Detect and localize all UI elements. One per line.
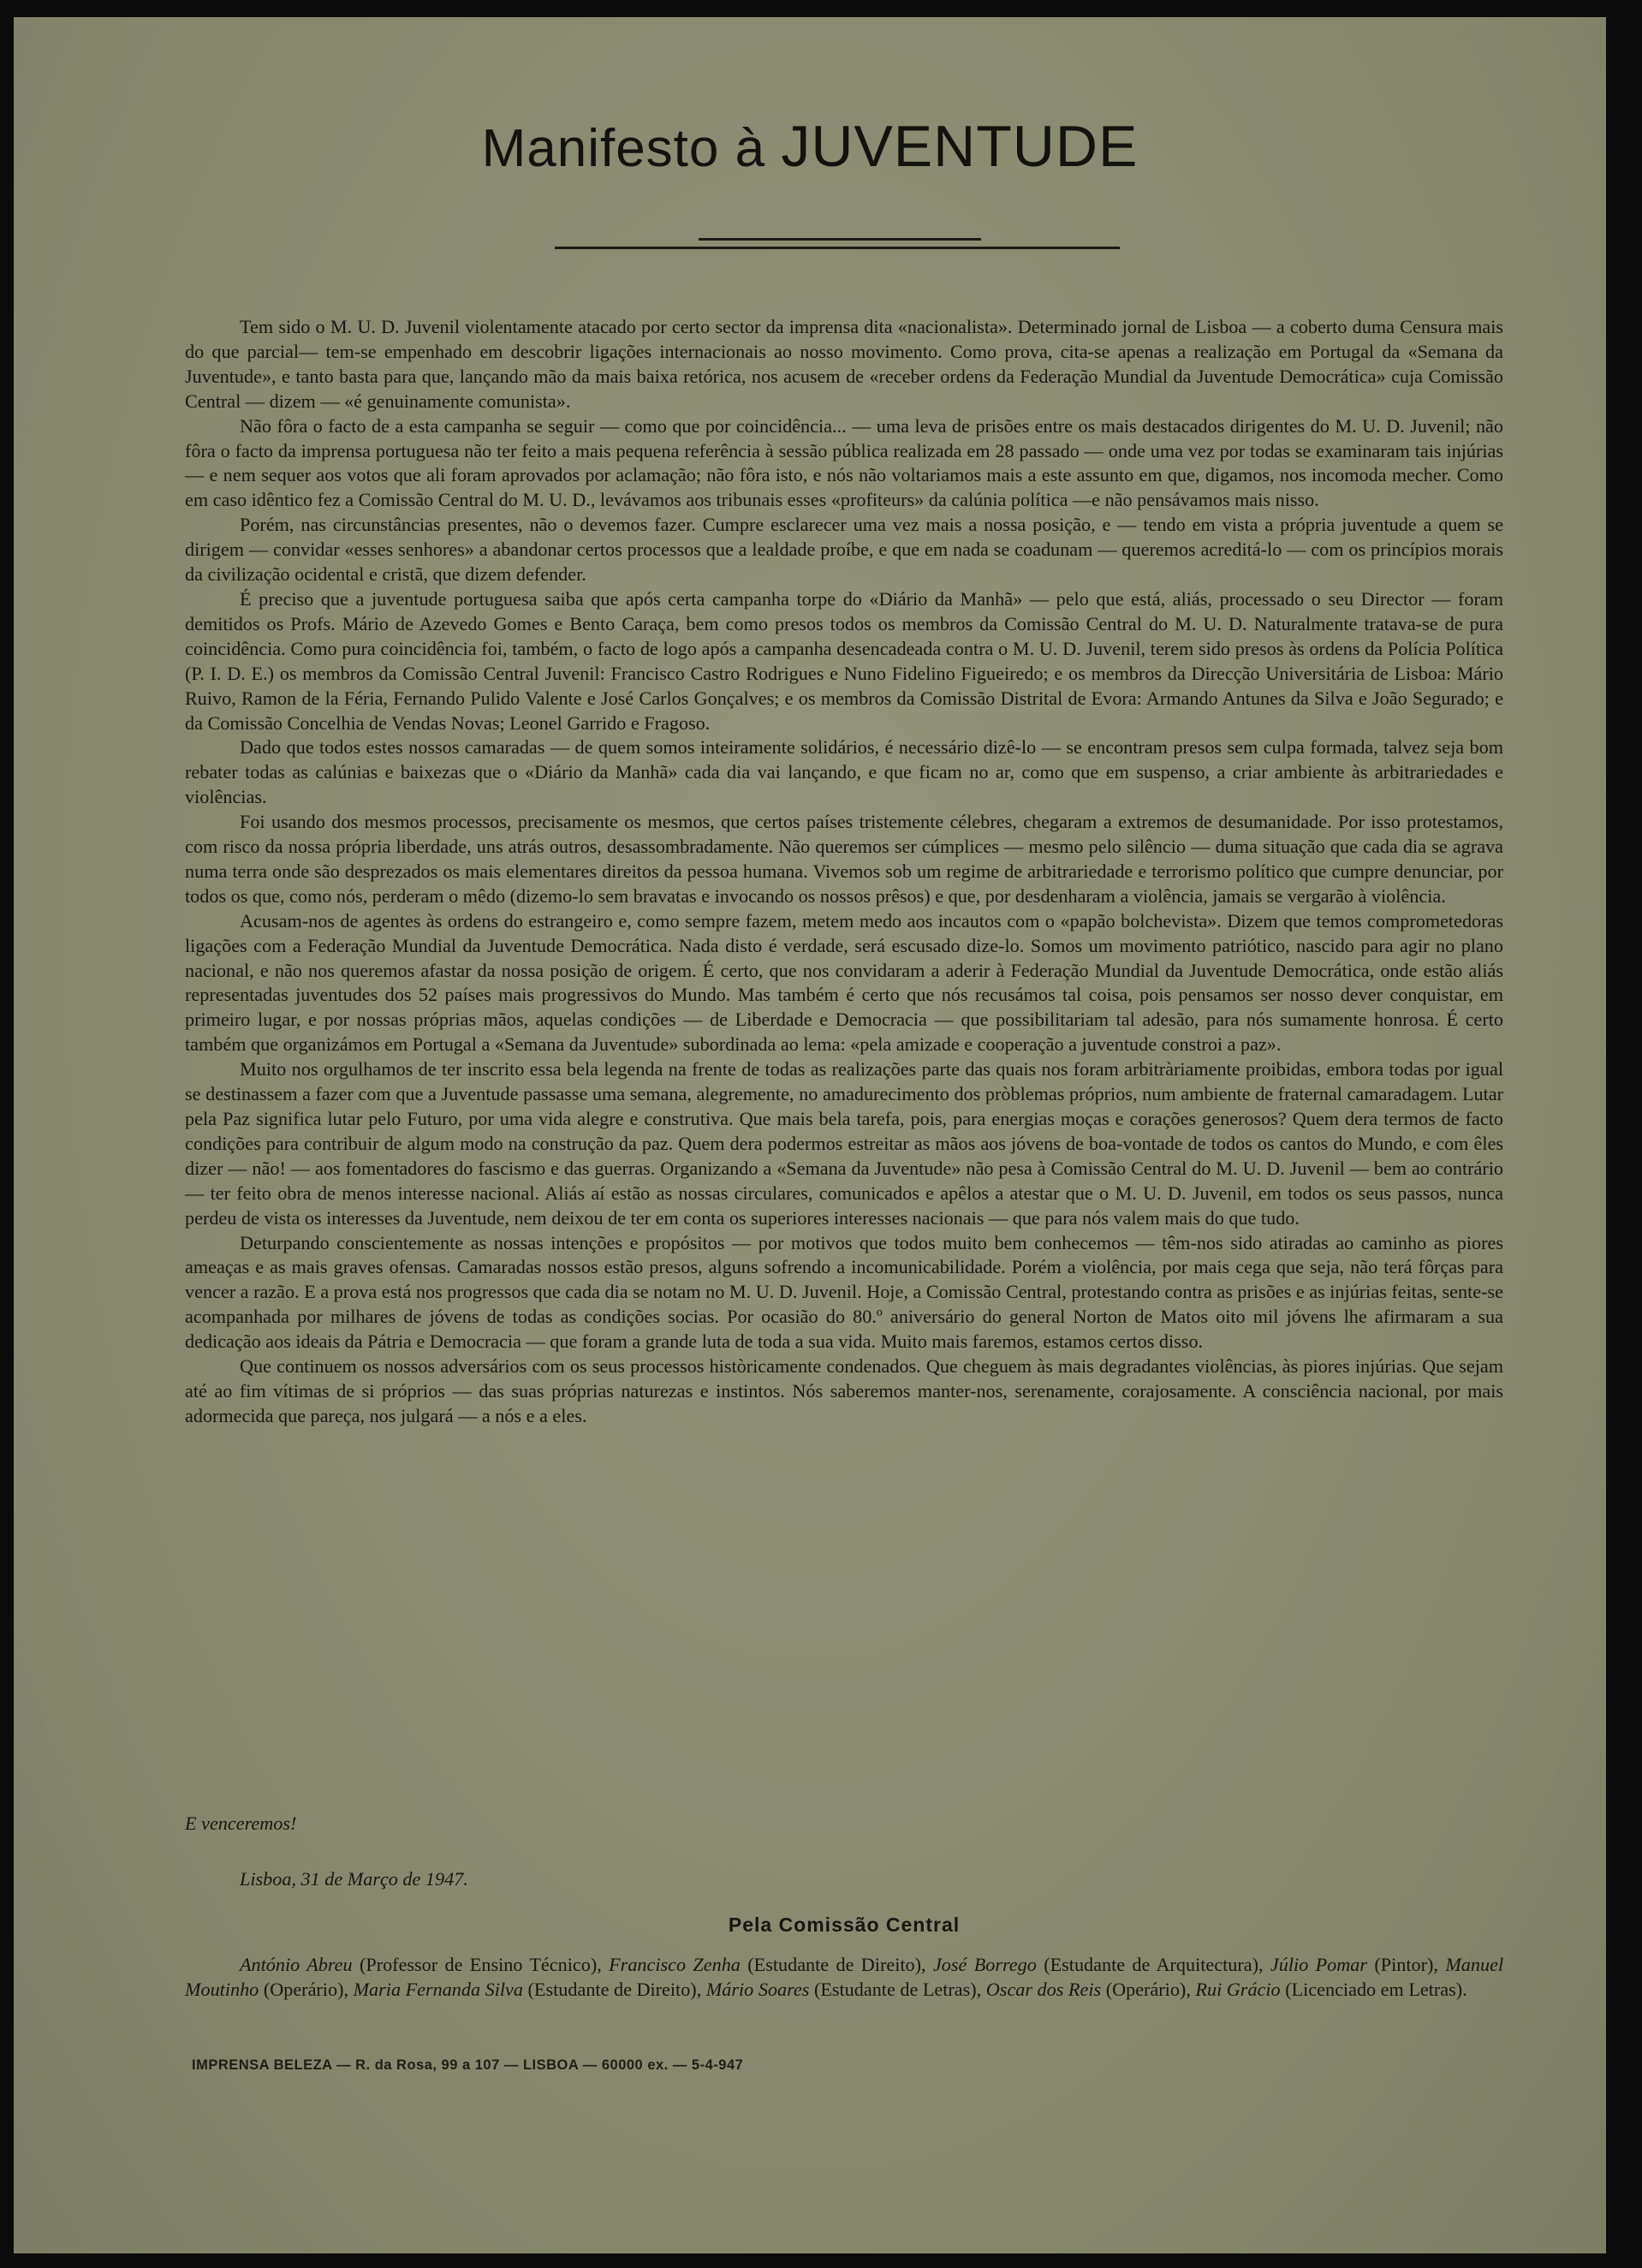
title-prefix: Manifesto à xyxy=(481,119,766,178)
signatories-list xyxy=(185,1953,1503,2003)
signatory-role: (Licenciado em Letras). xyxy=(1285,1978,1467,2000)
signatory-name: Rui Grácio xyxy=(1195,1978,1281,2000)
signatory-role: (Estudante de Direito), xyxy=(527,1978,702,2000)
signatory-role: (Estudante de Arquitectura), xyxy=(1044,1953,1264,1975)
manifesto-body xyxy=(185,315,1503,1429)
signatory-role: (Pintor), xyxy=(1374,1953,1438,1975)
closing-block xyxy=(185,1812,1503,2003)
signatory-name: Júlio Pomar xyxy=(1270,1953,1368,1975)
paragraph: Não fôra o facto de a esta campanha se seguir — como que por coincidência... — uma leva de prisões entre os mais destacados dirigentes do M. U. D. Juvenil; não fôra o facto da imprensa portuguesa não ter feito a mais pequena referência à sessão pública realizada em 28 passado — onde uma vez por todas se examinaram tais injúrias — e nem sequer aos votos que ali foram aprovados por aclamação; não fôra isto, e nós não voltariamos mais a este assunto em que, digamos, nos incomoda mecher. Como em caso idêntico fez a Comissão Central do M. U. D., levávamos aos tribunais esses «profiteurs» da calúnia política —e não pensávamos mais nisso. xyxy=(185,414,1503,511)
date-line: Lisboa, 31 de Março de 1947. xyxy=(240,1867,468,1890)
signatory-name: José Borrego xyxy=(932,1953,1037,1975)
committee-heading: Pela Comissão Central xyxy=(728,1913,961,1936)
title-rule-short xyxy=(699,238,981,241)
signatory-name: Francisco Zenha xyxy=(609,1953,741,1975)
printer-imprint: IMPRENSA BELEZA — R. da Rosa, 99 a 107 — LISBOA — 60000 ex. — 5-4-947 xyxy=(192,2057,744,2073)
signatory-role: (Operário), xyxy=(263,1978,349,2000)
signatory-name: Maria Fernanda Silva xyxy=(353,1978,523,2000)
signatory-role: (Operário), xyxy=(1105,1978,1191,2000)
signatory-name: Oscar dos Reis xyxy=(985,1978,1102,2000)
paragraph: Dado que todos estes nossos camaradas — de quem somos inteiramente solidários, é necessário dizê-lo — se encontram presos sem culpa formada, talvez seja bom rebater todas as calúnias e baixezas que o «Diário da Manhã» cada dia vai lançando, e que ficam no ar, como que em suspenso, a criar ambiente às arbitrariedades e violências. xyxy=(185,736,1503,808)
paragraph: Foi usando dos mesmos processos, precisamente os mesmos, que certos países tristemente célebres, chegaram a extremos de desumanidade. Por isso protestamos, com risco da nossa própria liberdade, uns atrás outros, desassombradamente. Não queremos ser cúmplices — mesmo pelo silêncio — duma situação que cada dia se agrava numa terra onde são desprezados os mais elementares direitos da pessoa humana. Vivemos sob um regime de arbitrariedade e terrorismo político que cumpre denunciar, por todos os que, como nós, perderam o mêdo (dizemo-lo sem bravatas e invocando os nossos prêsos) e que, por desdenharam a violência, jamais se vergarão à violência. xyxy=(185,811,1503,907)
paragraph: Acusam-nos de agentes às ordens do estrangeiro e, como sempre fazem, metem medo aos incautos com o «papão bolchevista». Dizem que temos comprometedoras ligações com a Federação Mundial da Juventude Democrática. Nada disto é verdade, será escusado dize-lo. Somos um movimento patriótico, nascido para agir no plano nacional, e não nos queremos afastar da nossa posição de origem. É certo, que nos convidaram a aderir à Federação Mundial da Juventude Democrática, onde estão aliás representadas juventudes dos 52 países mais progressivos do Mundo. Mas também é certo que nós recusámos tal coisa, pois pensamos ser nosso dever conquistar, em primeiro lugar, e por nossas próprias mãos, aquelas condições — de Liberdade e Democracia — que possibilitariam tal adesão, para nós sumamente honrosa. É certo também que organizámos em Portugal a «Semana da Juventude» subordinada ao lema: «pela amizade e cooperação a juventude constroi a paz». xyxy=(185,909,1503,1056)
paragraph: Deturpando conscientemente as nossas intenções e propósitos — por motivos que todos muito bem conhecemos — têm-nos sido atiradas ao caminho as piores ameaças e as mais graves ofensas. Camaradas nossos estão presos, alguns sofrendo a incomunicabilidade. Porém a violência, por mais cega que seja, não terá fôrças para vencer a razão. E a prova está nos progressos que cada dia se notam no M. U. D. Juvenil. Hoje, a Comissão Central, protestando contra as prisões e as injúrias feitas, sente-se acompanhada por milhares de jóvens de todas as condições socias. Por ocasião do 80.º aniversário do general Norton de Matos oito mil jóvens lhe afirmaram a sua dedicação aos ideais da Pátria e Democracia — que foram a grande luta de toda a sua vida. Muito mais faremos, estamos certos disso. xyxy=(185,1231,1503,1353)
manifesto-sheet xyxy=(14,17,1606,2253)
page-title xyxy=(14,113,1606,180)
paragraph: Porém, nas circunstâncias presentes, não o devemos fazer. Cumpre esclarecer uma vez mais a nossa posição, e — tendo em vista a própria juventude a quem se dirigem — convidar «esses senhores» a abandonar certos processos que a lealdade proíbe, e que em nada se coadunam — queremos acreditá-lo — com os princípios morais da civilização ocidental e cristã, que dizem defender. xyxy=(185,514,1503,586)
signatory-name: António Abreu xyxy=(240,1953,353,1975)
signatory-role: (Estudante de Letras), xyxy=(813,1978,982,2000)
paragraph: É preciso que a juventude portuguesa saiba que após certa campanha torpe do «Diário da Manhã» — pelo que está, aliás, processado o seu Director — foram demitidos os Profs. Mário de Azevedo Gomes e Bento Caraça, bem como presos todos os membros da Comissão Central do M. U. D. Naturalmente tratava-se de pura coincidência. Como pura coincidência foi, também, o facto de logo após a campanha desencadeada contra o M. U. D. Juvenil, terem sido presos às ordens da Polícia Política (P. I. D. E.) os membros da Comissão Central Juvenil: Francisco Castro Rodrigues e Nuno Fidelino Figueiredo; e os membros da Direcção Universitária de Lisboa: Mário Ruivo, Ramon de la Féria, Fernando Pulido Valente e José Carlos Gonçalves; e os membros da Comissão Distrital de Evora: Armando Antunes da Silva e João Segurado; e da Comissão Concelhia de Vendas Novas; Leonel Garrido e Fragoso. xyxy=(185,587,1503,734)
paragraph: Muito nos orgulhamos de ter inscrito essa bela legenda na frente de todas as realizações parte das quais nos foram arbitràriamente proibidas, embora todas por igual se destinassem a fazer com que a Juventude passasse uma semana, alegremente, no amadurecimento dos pròblemas próprios, num ambiente de fraternal camaradagem. Lutar pela Paz significa lutar pelo Futuro, por uma vida alegre e construtiva. Que mais bela tarefa, pois, para energias moças e corações generosos? Quem dera termos de facto condições para contribuir de algum modo na construção da paz. Quem dera podermos estreitar as mãos aos jóvens de boa-vontade de todos os cantos do Mundo, e com êles dizer — não! — aos fomentadores do fascismo e das guerras. Organizando a «Semana da Juventude» não pesa à Comissão Central do M. U. D. Juvenil — bem ao contrário — ter feito obra de menos interesse nacional. Aliás aí estão as nossas circulares, comunicados e apêlos a atestar que o M. U. D. Juvenil, em todos os seus passos, nunca perdeu de vista os interesses da Juventude, nem deixou de ter em conta os superiores interesses nacionais — que para nós valem mais do que tudo. xyxy=(185,1058,1503,1229)
signatory-name: Manuel Moutinho xyxy=(185,1953,1504,2000)
title-main: JUVENTUDE xyxy=(781,114,1139,179)
signatory-role: (Professor de Ensino Técnico), xyxy=(359,1953,602,1975)
signatory-role: (Estudante de Direito), xyxy=(747,1953,926,1975)
signatory-name: Mário Soares xyxy=(705,1978,810,2000)
paragraph: Tem sido o M. U. D. Juvenil violentamente atacado por certo sector da imprensa dita «nacionalista». Determinado jornal de Lisboa — a coberto duma Censura mais do que parcial— tem-se empenhado em descobrir ligações internacionais ao nosso movimento. Como prova, cita-se apenas a realização em Portugal da «Semana da Juventude», e tanto basta para que, lançando mão da mais baixa retórica, nos acusem de «receber ordens da Federação Mundial da Juventude Democrática» cuja Comissão Central — dizem — «é genuinamente comunista». xyxy=(185,316,1503,412)
paragraph: Que continuem os nossos adversários com os seus processos històricamente condenados. Que cheguem às mais degradantes violências, às piores injúrias. Que sejam até ao fim vítimas de si próprios — das suas próprias naturezas e instintos. Nós saberemos manter-nos, serenamente, corajosamente. A consciência nacional, por mais adormecida que pareça, nos julgará — a nós e a eles. xyxy=(185,1355,1503,1426)
title-rule-long xyxy=(555,247,1120,249)
closing-slogan: E venceremos! xyxy=(185,1813,297,1834)
